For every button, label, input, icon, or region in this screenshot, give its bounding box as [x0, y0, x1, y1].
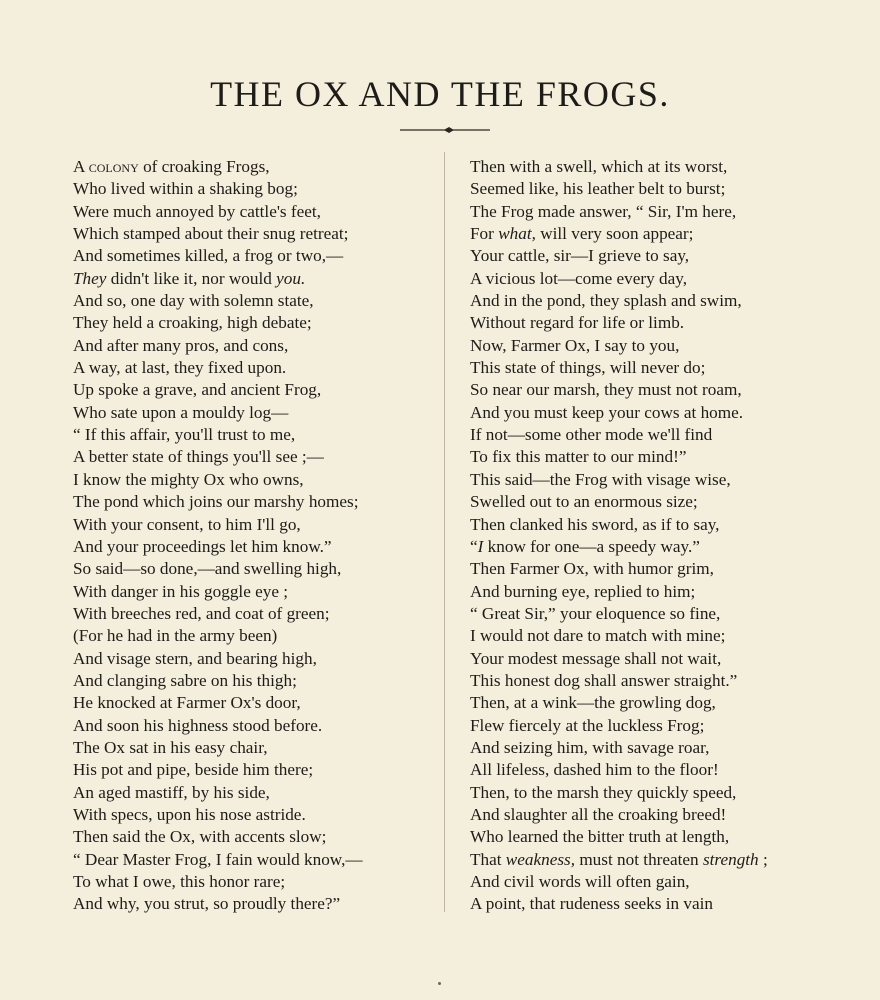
- poem-line: This said—the Frog with visage wise,: [470, 469, 731, 489]
- poem-line: Then, to the marsh they quickly speed,: [470, 782, 737, 802]
- poem-line: A vicious lot—come every day,: [470, 268, 688, 288]
- poem-line: With danger in his goggle eye ;: [73, 581, 289, 601]
- poem-line: And you must keep your cows at home.: [470, 402, 744, 422]
- poem-line: With specs, upon his nose astride.: [73, 804, 306, 824]
- poem-line: And soon his highness stood before.: [73, 715, 323, 735]
- italic-word: I: [477, 536, 484, 556]
- poem-left-column: [73, 156, 433, 916]
- poem-line: (For he had in the army been): [73, 626, 278, 646]
- poem-line: Then clanked his sword, as if to say,: [470, 514, 720, 534]
- poem-line: He knocked at Farmer Ox's door,: [73, 693, 301, 713]
- poem-line: And civil words will often gain,: [470, 872, 690, 891]
- smallcaps-word: colony: [88, 157, 139, 176]
- poem-line-text: must not threaten: [575, 849, 703, 869]
- poem-line: Which stamped about their snug retreat;: [73, 224, 349, 244]
- poem-line: Flew fiercely at the luckless Frog;: [470, 715, 705, 735]
- poem-line: Then with a swell, which at its worst,: [470, 157, 728, 176]
- poem-line: Who learned the bitter truth at length,: [470, 827, 730, 847]
- poem-line: And slaughter all the croaking breed!: [470, 804, 727, 824]
- poem-line: To what I owe, this honor rare;: [73, 872, 286, 891]
- poem-line: With your consent, to him I'll go,: [73, 514, 301, 534]
- poem-line: Swelled out to an enormous size;: [470, 492, 698, 512]
- poem-line: Then Farmer Ox, with humor grim,: [470, 559, 714, 579]
- poem-line: [73, 268, 433, 290]
- poem-line: And visage stern, and bearing high,: [73, 648, 317, 668]
- italic-word: weakness,: [505, 849, 576, 869]
- poem-line: Were much annoyed by cattle's feet,: [73, 201, 321, 221]
- poem-line: They held a croaking, high debate;: [73, 313, 312, 333]
- poem-line-text: know for one—a speedy way.”: [483, 536, 700, 556]
- poem-line: Up spoke a grave, and ancient Frog,: [73, 380, 322, 400]
- poem-line: An aged mastiff, by his side,: [73, 782, 270, 802]
- poem-line: To fix this matter to our mind!”: [470, 447, 687, 467]
- poem-line: Then said the Ox, with accents slow;: [73, 827, 327, 847]
- poem-line: And seizing him, with savage roar,: [470, 737, 710, 757]
- print-speck: [438, 982, 441, 985]
- poem-line-text: didn't like it, nor would: [106, 268, 277, 288]
- poem-line-text: will very soon appear;: [535, 224, 694, 244]
- poem-line: Seemed like, his leather belt to burst;: [470, 179, 726, 199]
- poem-line: A way, at last, they fixed upon.: [73, 358, 287, 378]
- poem-line-text: For: [470, 224, 499, 244]
- italic-word: you.: [276, 268, 306, 288]
- poem-line: Your modest message shall not wait,: [470, 648, 722, 668]
- page-title: THE OX AND THE FROGS.: [210, 74, 670, 114]
- poem-line: Then, at a wink—the growling dog,: [470, 693, 716, 713]
- poem-line: Now, Farmer Ox, I say to you,: [470, 335, 680, 355]
- poem-line: All lifeless, dashed him to the floor!: [470, 760, 719, 780]
- poem-line: A better state of things you'll see ;—: [73, 447, 324, 467]
- poem-line: And in the pond, they splash and swim,: [470, 291, 742, 311]
- poem-line: So said—so done,—and swelling high,: [73, 559, 342, 579]
- poem-line: I know the mighty Ox who owns,: [73, 469, 304, 489]
- poem-line: The Ox sat in his easy chair,: [73, 737, 268, 757]
- poem-line: [73, 156, 433, 178]
- poem-line: And after many pros, and cons,: [73, 335, 289, 355]
- poem-line: This state of things, will never do;: [470, 358, 706, 378]
- column-divider: [444, 152, 445, 912]
- poem-line: [470, 849, 870, 871]
- poem-line: His pot and pipe, beside him there;: [73, 760, 314, 780]
- poem-line: I would not dare to match with mine;: [470, 626, 726, 646]
- poem-line: The pond which joins our marshy homes;: [73, 492, 359, 512]
- poem-line-text: of croaking Frogs,: [138, 157, 270, 176]
- poem-line: The Frog made answer, “ Sir, I'm here,: [470, 201, 737, 221]
- poem-line: “ Great Sir,” your eloquence so fine,: [470, 603, 721, 623]
- italic-word: They: [73, 268, 107, 288]
- poem-line: A point, that rudeness seeks in vain: [470, 894, 713, 914]
- poem-line: [470, 223, 870, 245]
- poem-line: Your cattle, sir—I grieve to say,: [470, 246, 690, 266]
- poem-line: “ If this affair, you'll trust to me,: [73, 425, 296, 445]
- poem-line: With breeches red, and coat of green;: [73, 603, 330, 623]
- poem-line: And your proceedings let him know.”: [73, 536, 332, 556]
- poem-line: This honest dog shall answer straight.”: [470, 670, 738, 690]
- italic-word: strength: [702, 849, 759, 869]
- poem-line: If not—some other mode we'll find: [470, 425, 713, 445]
- poem-line: And burning eye, replied to him;: [470, 581, 696, 601]
- poem-line: So near our marsh, they must not roam,: [470, 380, 742, 400]
- poem-line: And why, you strut, so proudly there?”: [73, 894, 341, 914]
- poem-right-column: [470, 156, 870, 916]
- title-ornament: [400, 125, 490, 135]
- poem-line: “ Dear Master Frog, I fain would know,—: [73, 849, 363, 869]
- poem-line: Without regard for life or limb.: [470, 313, 685, 333]
- poem-line: And so, one day with solemn state,: [73, 291, 314, 311]
- poem-line-text: “: [470, 536, 478, 556]
- poem-line: And sometimes killed, a frog or two,—: [73, 246, 344, 266]
- poem-line: And clanging sabre on his thigh;: [73, 670, 297, 690]
- poem-line-text: ;: [758, 849, 768, 869]
- poem-line: Who lived within a shaking bog;: [73, 179, 298, 199]
- poem-line: Who sate upon a mouldy log—: [73, 402, 289, 422]
- dropcap-letter: A: [73, 157, 85, 176]
- italic-word: what,: [498, 224, 536, 244]
- poem-line-text: That: [470, 849, 506, 869]
- poem-line: [470, 536, 870, 558]
